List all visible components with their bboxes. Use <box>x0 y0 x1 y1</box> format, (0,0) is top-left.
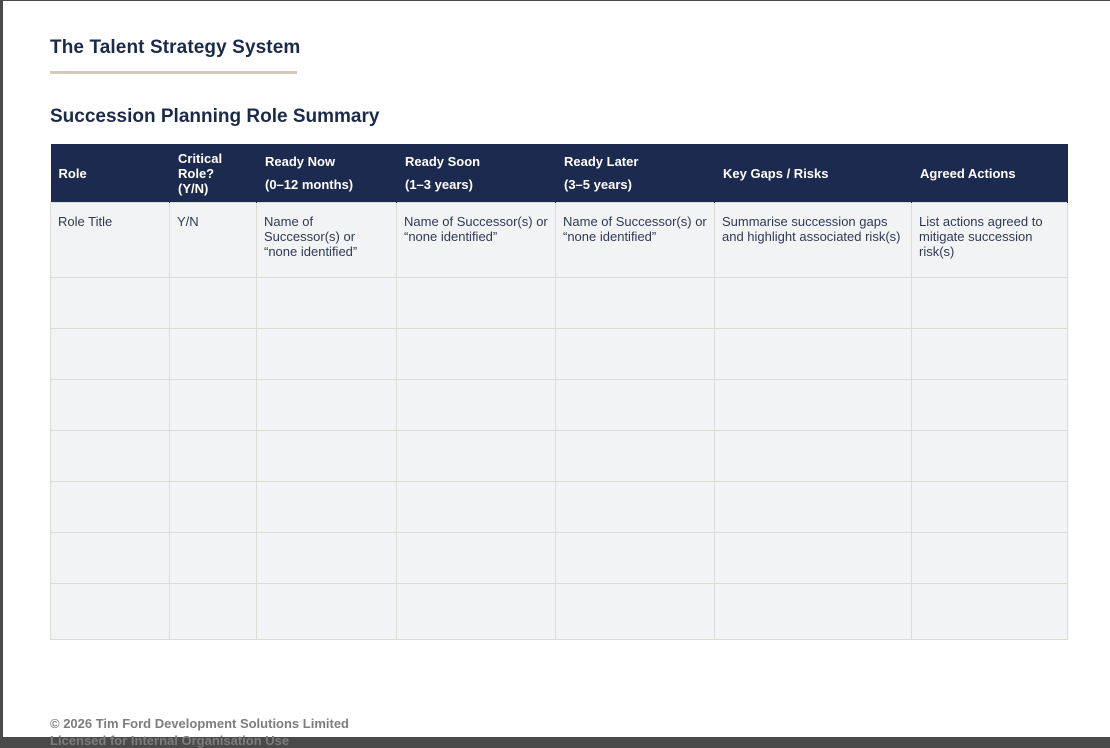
table-row <box>51 584 1068 640</box>
table-row <box>51 278 1068 329</box>
table-cell <box>715 482 912 533</box>
table-cell <box>51 482 170 533</box>
cell-agreed-actions: List actions agreed to mitigate succession risk(s) <box>912 203 1068 278</box>
table-cell <box>397 329 556 380</box>
table-cell <box>397 482 556 533</box>
table-cell <box>51 584 170 640</box>
footer-copyright: © 2026 Tim Ford Development Solutions Limited <box>50 716 349 731</box>
table-cell <box>715 278 912 329</box>
table-row <box>51 431 1068 482</box>
table-cell <box>556 533 715 584</box>
table-cell <box>556 431 715 482</box>
header-critical-role: Critical Role? (Y/N) <box>170 144 257 203</box>
table-cell <box>715 380 912 431</box>
table-cell <box>51 329 170 380</box>
table-cell <box>397 278 556 329</box>
header-key-gaps: Key Gaps / Risks <box>715 144 912 203</box>
table-cell <box>257 533 397 584</box>
brand-title: The Talent Strategy System <box>50 37 301 58</box>
table-cell <box>912 278 1068 329</box>
table-cell <box>51 431 170 482</box>
table-cell <box>715 431 912 482</box>
table-row <box>51 380 1068 431</box>
table-cell <box>715 329 912 380</box>
table-cell <box>170 584 257 640</box>
table-cell <box>170 329 257 380</box>
table-cell <box>556 482 715 533</box>
table-cell <box>715 533 912 584</box>
table-row <box>51 329 1068 380</box>
table-cell <box>912 431 1068 482</box>
table-cell <box>912 329 1068 380</box>
table-cell <box>556 584 715 640</box>
table-cell <box>257 482 397 533</box>
table-cell <box>170 533 257 584</box>
cell-ready-now: Name of Successor(s) or “none identified” <box>257 203 397 278</box>
table-cell <box>257 278 397 329</box>
table-cell <box>257 584 397 640</box>
table-cell <box>170 380 257 431</box>
header-agreed-actions: Agreed Actions <box>912 144 1068 203</box>
cell-role: Role Title <box>51 203 170 278</box>
table-cell <box>397 431 556 482</box>
table-cell <box>51 533 170 584</box>
table-header-row <box>51 144 1068 203</box>
table-cell <box>170 278 257 329</box>
table-cell <box>556 278 715 329</box>
table-cell <box>912 380 1068 431</box>
table-cell <box>170 431 257 482</box>
cell-critical: Y/N <box>170 203 257 278</box>
header-ready-soon: Ready Soon (1–3 years) <box>397 144 556 203</box>
cell-ready-soon: Name of Successor(s) or “none identified” <box>397 203 556 278</box>
table-cell <box>170 482 257 533</box>
table-cell <box>912 482 1068 533</box>
table-cell <box>51 380 170 431</box>
cell-key-gaps: Summarise succession gaps and highlight associated risk(s) <box>715 203 912 278</box>
succession-table <box>50 144 1068 640</box>
table-cell <box>397 584 556 640</box>
table-cell <box>257 380 397 431</box>
table-row <box>51 482 1068 533</box>
cell-ready-later: Name of Successor(s) or “none identified” <box>556 203 715 278</box>
brand-underline <box>50 71 297 74</box>
page-title: Succession Planning Role Summary <box>50 106 380 127</box>
table-cell <box>257 431 397 482</box>
table-row <box>51 533 1068 584</box>
table-cell <box>715 584 912 640</box>
table-cell <box>556 329 715 380</box>
footer-license: Licensed for Internal Organisation Use <box>50 733 290 748</box>
header-ready-later: Ready Later (3–5 years) <box>556 144 715 203</box>
table-cell <box>912 533 1068 584</box>
table-cell <box>556 380 715 431</box>
table-cell <box>397 533 556 584</box>
header-ready-now: Ready Now (0–12 months) <box>257 144 397 203</box>
table-cell <box>912 584 1068 640</box>
table-cell <box>257 329 397 380</box>
table-row-example <box>51 203 1068 278</box>
table-cell <box>51 278 170 329</box>
header-role: Role <box>51 144 170 203</box>
table-cell <box>397 380 556 431</box>
document-page <box>3 1 1110 748</box>
